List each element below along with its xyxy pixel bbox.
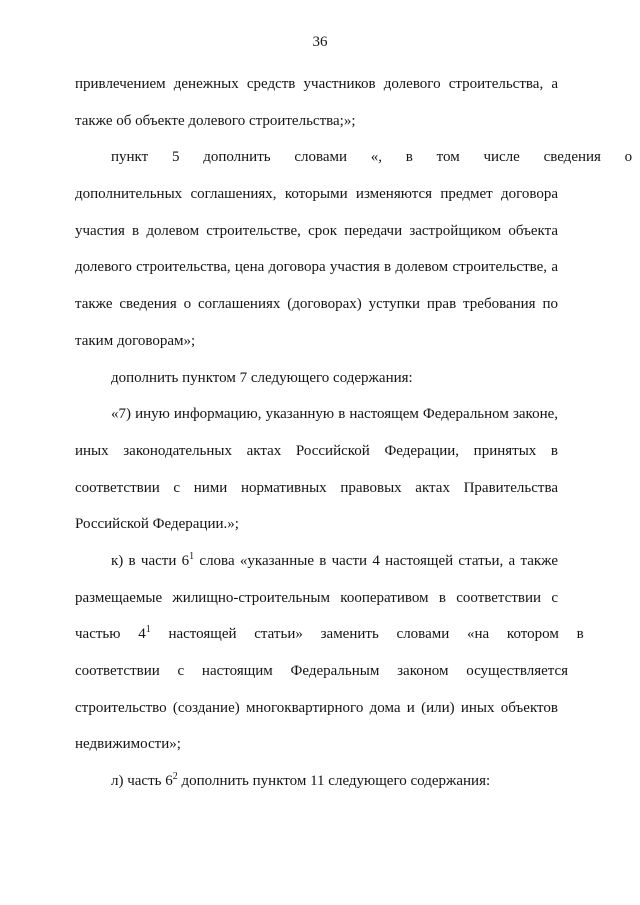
page-number: 36 (312, 34, 328, 50)
text-line: недвижимости»; (75, 736, 181, 753)
superscript: 1 (145, 624, 151, 636)
text-line: долевого строительства, цена договора участия в долевом строительстве, а (75, 259, 558, 276)
paragraph (75, 139, 633, 359)
text-line: таким договорам»; (75, 332, 196, 349)
text-line: привлечением денежных средств участников долевого строительства, а (75, 76, 558, 92)
text-line: иных законодательных актах Российской Федерации, принятых в (75, 442, 558, 459)
text-line: Российской Федерации.»; (75, 516, 239, 533)
text-line: соответствии с ними нормативных правовых актах Правительства (75, 479, 558, 496)
text-line: дополнительных соглашениях, которыми изменяются предмет договора (75, 186, 558, 203)
superscript: 2 (172, 771, 178, 783)
text-line: дополнить пунктом 7 следующего содержания: (111, 369, 413, 386)
text-line: размещаемые жилищно-строительным кооперативом в соответствии с (75, 589, 558, 606)
document-body (75, 66, 633, 800)
paragraph (75, 66, 558, 139)
text-fragment: л) часть 6 (111, 773, 173, 790)
text-line: «7) иную информацию, указанную в настоящем Федеральном законе, (111, 406, 558, 423)
text-line (75, 616, 584, 653)
paragraph (75, 763, 558, 800)
text-fragment: дополнить пунктом 11 следующего содержания: (177, 773, 491, 790)
paragraph (75, 543, 584, 763)
text-line (75, 543, 558, 580)
text-line: строительство (создание) многоквартирного дома и (или) иных объектов (75, 699, 558, 716)
text-line: участия в долевом строительстве, срок передачи застройщиком объекта (75, 222, 558, 239)
superscript: 1 (189, 550, 195, 562)
text-fragment: настоящей статьи» заменить словами «на котором в (150, 626, 584, 643)
paragraph (75, 360, 558, 397)
text-line (75, 763, 558, 800)
text-fragment: слова «указанные в части 4 настоящей статьи, а также (194, 552, 558, 569)
text-line: пункт 5 дополнить словами «, в том числе сведения о (111, 149, 633, 166)
text-fragment: к) в части 6 (111, 552, 190, 569)
text-line: соответствии с настоящим Федеральным законом осуществляется (75, 663, 569, 679)
text-line: также об объекте долевого строительства;»; (75, 112, 356, 129)
text-line: также сведения о соглашениях (договорах) уступки прав требования по (75, 296, 558, 313)
paragraph (75, 396, 558, 543)
text-fragment: частью 4 (75, 626, 146, 643)
